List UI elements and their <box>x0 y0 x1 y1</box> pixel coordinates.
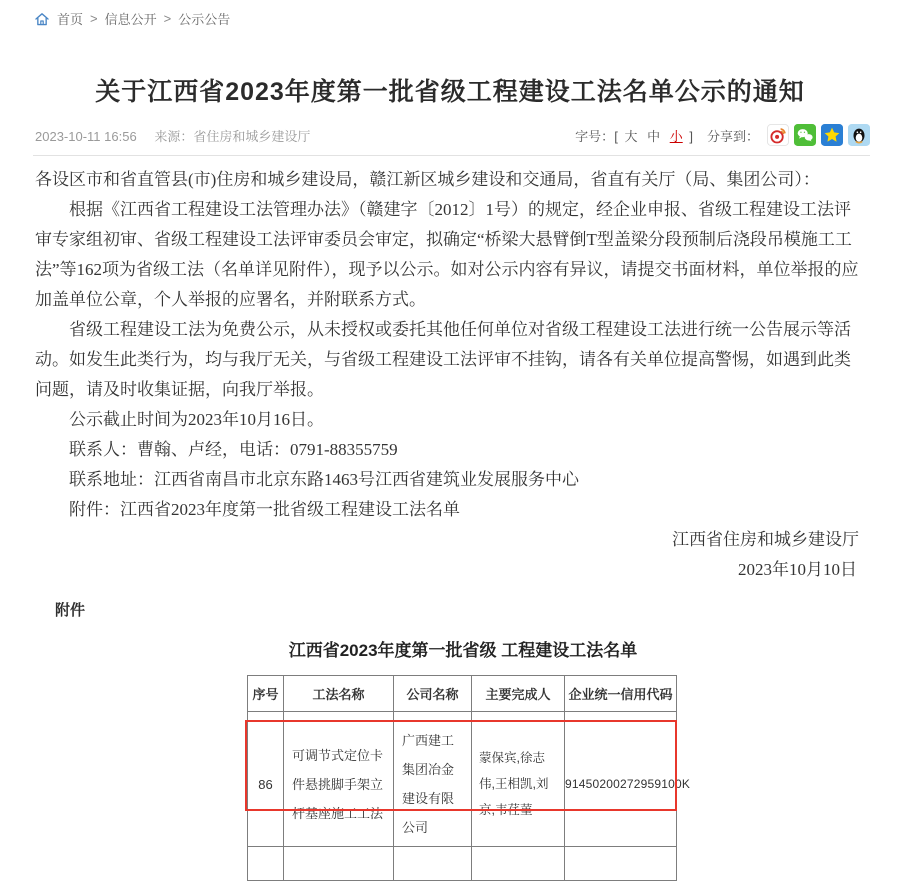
font-size-small[interactable]: 小 <box>669 128 683 144</box>
qzone-share-icon[interactable] <box>821 124 843 146</box>
paragraph-address: 联系地址：江西省南昌市北京东路1463号江西省建筑业发展服务中心 <box>69 470 579 489</box>
clipped-row-above <box>248 712 677 722</box>
signature-org: 江西省住房和城乡建设厅 <box>672 530 859 549</box>
font-size-widget <box>575 126 693 145</box>
header-cell-company: 公司名称 <box>394 676 472 712</box>
table-container <box>247 675 691 881</box>
meta-info <box>35 126 310 145</box>
attachment-label: 附件 <box>55 602 86 619</box>
breadcrumb-separator: > <box>163 11 172 26</box>
cell-method-name: 可调节式定位卡件悬挑脚手架立杆基座施工工法 <box>284 722 394 847</box>
clipped-row-below <box>248 847 677 881</box>
font-size-bracket-close: ] <box>689 128 693 144</box>
wechat-share-icon[interactable] <box>794 124 816 146</box>
font-size-medium[interactable]: 中 <box>647 128 661 144</box>
meta-row <box>35 124 870 146</box>
table-row-86[interactable] <box>248 722 677 847</box>
table-title: 江西省2023年度第一批省级 工程建设工法名单 <box>288 641 638 660</box>
cell-serial-no: 86 <box>248 722 284 847</box>
breadcrumb-info-disclosure[interactable]: 信息公开 <box>104 12 157 27</box>
breadcrumb <box>0 0 900 28</box>
breadcrumb-home[interactable]: 首页 <box>57 12 84 27</box>
paragraph-recipients: 各设区市和省直管县(市)住房和城乡建设局，赣江新区城乡建设和交通局，省直有关厅（局、集团公司）： <box>35 170 820 189</box>
header-cell-no: 序号 <box>248 676 284 712</box>
header-cell-people: 主要完成人 <box>472 676 565 712</box>
paragraph-attachment-ref: 附件：江西省2023年度第一批省级工程建设工法名单 <box>69 500 460 519</box>
page-title: 关于江西省2023年度第一批省级工程建设工法名单公示的通知 <box>95 78 805 106</box>
qq-share-icon[interactable] <box>848 124 870 146</box>
law-list-table <box>247 675 691 881</box>
table-header-row <box>248 676 677 712</box>
attachment-table-section <box>247 636 691 881</box>
paragraph-free-notice: 省级工程建设工法为免费公示，从未授权或委托其他任何单位对省级工程建设工法进行统一公告展示等活动。如发生此类行为，均与我厅无关，与省级工程建设工法评审不挂钩，请各有关单位提高警惕，如遇到此类问题，请及时收集证据，向我厅举报。 <box>35 320 851 399</box>
cell-company-name: 广西建工集团冶金建设有限公司 <box>394 722 472 847</box>
signature-date: 2023年10月10日 <box>738 560 857 579</box>
paragraph-contacts: 联系人：曹翰、卢经，电话：0791-88355759 <box>69 440 398 459</box>
cell-credit-code: 91450200272959100K <box>565 722 677 847</box>
weibo-share-icon[interactable] <box>767 124 789 146</box>
share-label: 分享到： <box>706 128 759 144</box>
font-size-large[interactable]: 大 <box>624 128 638 144</box>
signature-block <box>35 525 867 585</box>
header-cell-code: 企业统一信用代码 <box>565 676 677 712</box>
home-icon[interactable] <box>34 11 50 27</box>
paragraph-basis: 根据《江西省工程建设工法管理办法》（赣建字〔2012〕1号）的规定，经企业申报、省级工程建设工法评审专家组初审、省级工程建设工法评审委员会审定，拟确定“桥梁大悬臂倒T型盖梁分段预制后浇段吊模施工工法”等162项为省级工法（名单详见附件），现予以公示。如对公示内容有异议，请提交书面材料，单位举报的应加盖单位公章，个人举报的应署名，并附联系方式。 <box>35 200 859 309</box>
font-size-label: 字号： <box>575 128 615 144</box>
meta-tools <box>575 124 870 146</box>
header-divider <box>33 155 870 156</box>
article-body <box>35 165 867 585</box>
source-label: 来源： <box>154 128 194 144</box>
share-icons <box>767 124 870 146</box>
publish-datetime: 2023-10-11 16:56 <box>35 128 137 144</box>
header-cell-method: 工法名称 <box>284 676 394 712</box>
cell-contributors: 蒙保宾,徐志伟,王相凯,刘京,韦荏菫 <box>472 722 565 847</box>
paragraph-deadline: 公示截止时间为2023年10月16日。 <box>69 410 324 429</box>
source-name: 省住房和城乡建设厅 <box>193 128 311 144</box>
breadcrumb-separator: > <box>90 11 98 26</box>
font-size-bracket-open: [ <box>614 128 618 144</box>
breadcrumb-announcements[interactable]: 公示公告 <box>178 12 231 27</box>
